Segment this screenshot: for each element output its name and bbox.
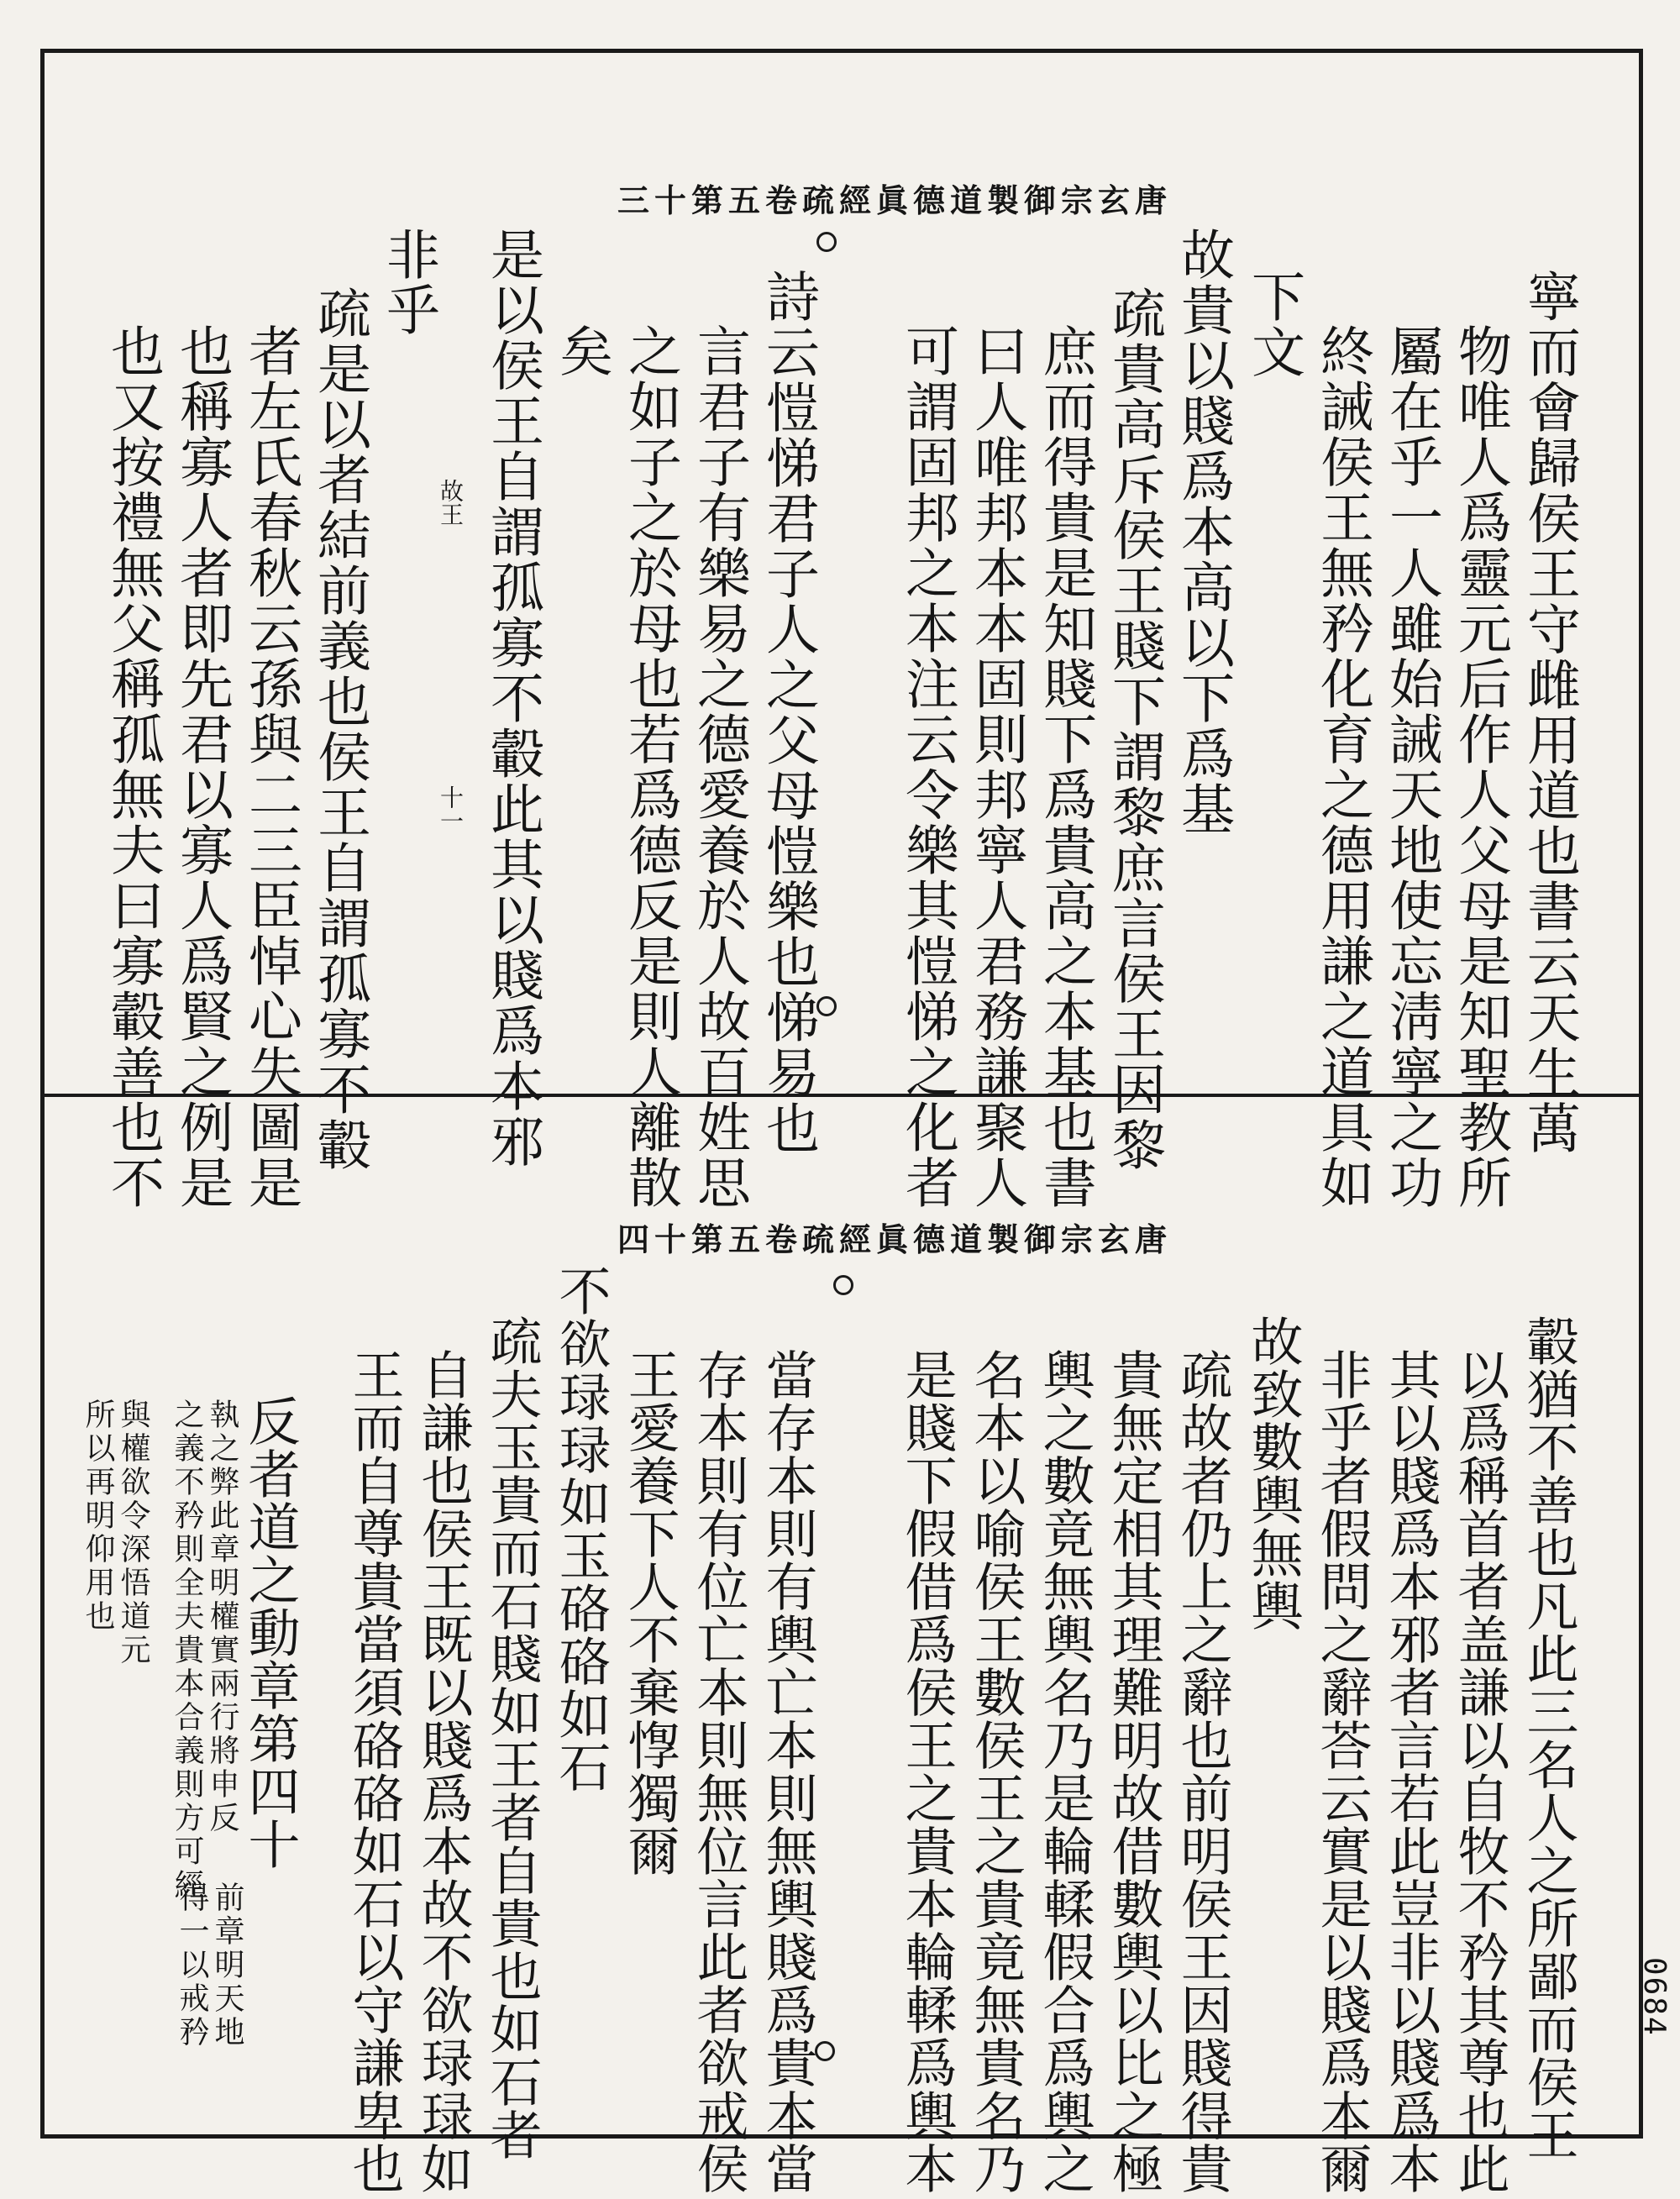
text-column: 王而自尊貴當須硌硌如石以守謙卑也	[344, 1348, 405, 2195]
text-column: 下文	[1242, 269, 1305, 380]
text-column: 故貴以賤爲本高以下爲基	[1172, 227, 1234, 837]
text-column: 轂猶不善也凡此三名人之所鄙而侯王	[1518, 1315, 1579, 2161]
text-column: 物唯人爲靈元后作人父母是知聖教所	[1449, 323, 1511, 1210]
inline-note: 十一	[437, 785, 465, 832]
text-column: 疏貴高斥侯王賤下謂黎庶言侯王因黎	[1103, 286, 1165, 1173]
text-column: 自謙也侯王既以賤爲本故不欲琭琭如	[412, 1348, 474, 2195]
text-column: 可謂固邦之本注云令樂其愷悌之化者	[896, 323, 958, 1210]
text-column: 故致數輿無輿	[1242, 1315, 1304, 1632]
inline-note: 執之弊此章明權實兩行將申反	[205, 1399, 239, 1835]
text-column: 當存本則有輿亡本則無輿賤爲貴本當	[757, 1348, 818, 2195]
inline-note: 之義不矜則全夫貴本合義則方可經	[170, 1399, 204, 1902]
inline-note: 故王	[437, 479, 465, 526]
text-column: 疏夫玉貴而石賤如王者自貴也如石者	[481, 1315, 543, 2161]
text-column: 非乎者假問之辭荅云實是以賤爲本爾	[1311, 1348, 1373, 2195]
text-column: 不欲琭琭如玉硌硌如石	[550, 1264, 612, 1793]
text-column: 存本則有位亡本則無位言此者欲戒侯	[688, 1348, 749, 2195]
top-header: 唐玄宗御製道德眞經疏卷五第十三	[617, 181, 1173, 219]
text-column: 詩云愷悌君子人之父母愷樂也悌易也	[757, 269, 819, 1156]
text-column: 曰人唯邦本本固則邦寧人君務謙聚人	[965, 323, 1027, 1210]
bottom-header: 唐玄宗御製道德眞經疏卷五第十四	[617, 1220, 1173, 1258]
inline-note: 前章明天地	[210, 1881, 244, 2049]
text-column: 其以賤爲本邪者言若此豈非以賤爲本	[1380, 1348, 1441, 2195]
inline-note: 與權欲令深悟道元	[116, 1399, 150, 1667]
circle-mark	[816, 996, 837, 1016]
text-column: 以爲稱首者盖謙以自牧不矜其尊也此	[1449, 1348, 1510, 2195]
text-column: 屬在乎一人雖始誡天地使忘淸寧之功	[1380, 323, 1442, 1210]
text-column: 王愛養下人不棄惸獨爾	[619, 1348, 680, 1877]
text-column: 是以侯王自謂孤寡不轂此其以賤爲本邪	[481, 227, 543, 1169]
text-column: 之如子之於母也若爲德反是則人離散	[619, 323, 681, 1210]
text-column: 名本以喻侯王數侯王之貴竟無貴名乃	[965, 1348, 1026, 2195]
text-column: 疏故者仍上之辭也前明侯王因賤得貴	[1172, 1348, 1233, 2195]
text-column: 終誡侯王無矜化育之德用謙之道具如	[1311, 323, 1373, 1210]
circle-mark	[833, 1275, 853, 1295]
text-column: 是賤下假借爲侯王之貴本輪輮爲輿本	[896, 1348, 958, 2195]
text-column: 也稱寡人者即先君以寡人爲賢之例是	[171, 323, 233, 1210]
text-column: 矣	[550, 323, 612, 379]
text-column: 反者道之動章第四十	[239, 1394, 301, 1871]
text-column: 也又按禮無父稱孤無夫曰寡轂善也不	[102, 323, 164, 1210]
text-column: 言君子有樂易之德愛養於人故百姓思	[688, 323, 750, 1210]
inline-note: 得一以戒矜	[175, 1881, 209, 2049]
text-column: 非乎	[377, 227, 439, 338]
text-column: 輿之數竟無輿名乃是輪輮假合爲輿之	[1034, 1348, 1095, 2195]
circle-mark	[816, 232, 837, 252]
text-column: 疏是以者結前義也侯王自謂孤寡不轂	[308, 286, 370, 1173]
page-number: 0684	[1637, 1957, 1672, 2037]
text-column: 庶而得貴是知賤下爲貴高之本基也書	[1034, 323, 1096, 1210]
text-column: 寧而會歸侯王守雌用道也書云天生萬	[1518, 269, 1580, 1156]
text-column: 者左氏春秋云孫與二三臣悼心失圖是	[239, 323, 302, 1210]
text-column: 貴無定相其理難明故借數輿以比之極	[1103, 1348, 1164, 2195]
inline-note: 所以再明仰用也	[81, 1399, 115, 1634]
